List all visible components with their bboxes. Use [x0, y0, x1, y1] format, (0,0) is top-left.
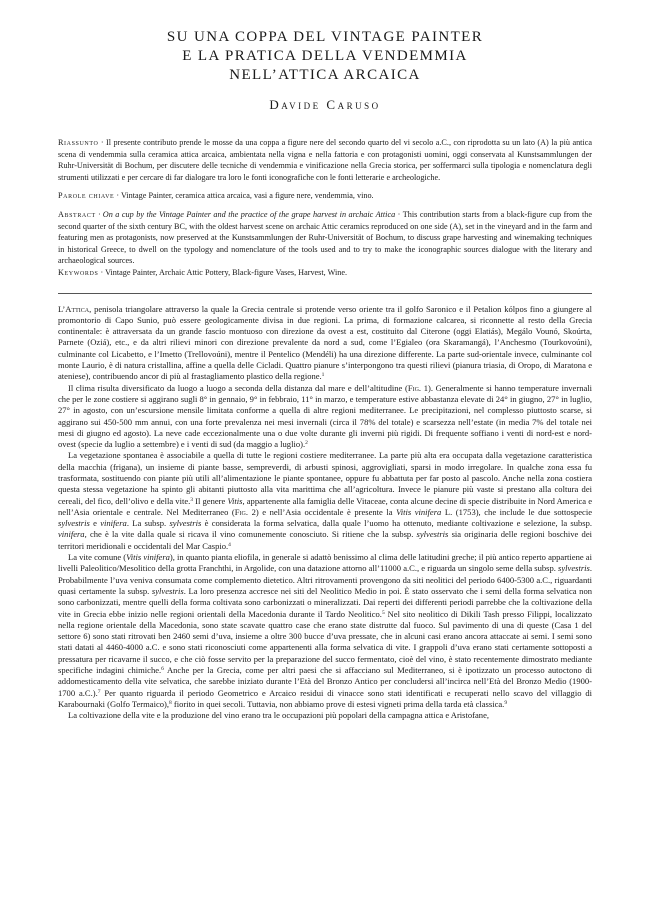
- parole-chiave-text: · Vintage Painter, ceramica attica arcaica, vasi a figure nere, vendemmia, vino.: [114, 191, 374, 201]
- riassunto-paragraph: [58, 137, 592, 183]
- abstract-title: · On a cup by the Vintage Painter and the practice of the grape harvest in archaic Attica: [95, 209, 396, 219]
- footnote-ref: 3: [190, 496, 193, 503]
- footnote-ref: 9: [504, 699, 508, 706]
- body-paragraph-5: La coltivazione della vite e la produzione del vino erano tra le occupazioni più popolari della campagna attica e Aristofane,: [68, 710, 489, 721]
- article-body: [58, 304, 592, 722]
- section-divider: [58, 293, 592, 294]
- figure-ref: Fig. 2: [234, 506, 256, 517]
- title-line-3: NELL’ATTICA ARCAICA: [229, 67, 421, 83]
- keywords-label: Keywords: [58, 267, 99, 277]
- title-line-1: SU UNA COPPA DEL VINTAGE PAINTER: [166, 29, 484, 45]
- abstract-text: · This contribution starts from a black-figure cup from the second quarter of the sixth century BC, with the oldest harvest scene on archaic Attic ceramics reproduced on one side (A), set in the vineyard and in the farm and featuring men as protagonists, now preserved at the Kunstsammlungen der Ruhr-Universität of Bochum, to discuss grape harvesting and winemaking techniques in historical Greece, to dwell on the typology and nomenclature of the tools used and to try to make the iconographic sources dialogue with the literary and archaeological sources.: [58, 209, 593, 266]
- footnote-ref: 5: [381, 609, 385, 616]
- body-paragraph-1: L’Attica, penisola triangolare attraverso la quale la Grecia centrale si protende verso oriente tra il golfo Saronico e il Petalion kólpos fino a giungere al promontorio di Capo Sunio, può essere geologicamente divisa in due regioni. La prima, di formazione calcarea, si riconnette al resto della Grecia continentale: è attraversata da un grande fascio montuoso con direzione da ovest a est, costituito dal Citerone (oggi Elatiás), Megálo Vounó, Skoúrta, Parnete (Oziá), etc., e da altri rilievi minori con direzione prevalente da nord a sud, come l’Egialeo (ora Skaramangá), l’Anchesmo (Tourkovoúni), culminante col Licabetto, e l’Imetto (Trellovoúni), mentre il Pentelico (Mendéli) ha una direzione differente. La parte sud-orientale invece, culminante col monte Laurio, è di natura cristallina, affine a quella delle Cicladi. Quattro pianure s’interpongono tra questi rilievi (pianura triasia, di Oropo, di Maratona e ateniese), contribuendo ancor di più al frastagliamento plastico della regione.$^1$: [58, 303, 592, 382]
- title-line-2: E LA PRATICA DELLA VENDEMMIA: [182, 48, 468, 64]
- abstract-paragraph: [58, 209, 592, 267]
- article-title: [58, 28, 592, 85]
- footnote-ref: 1: [321, 372, 325, 379]
- body-paragraph-4: La vite comune (Vitis vinifera), in quanto pianta eliofila, in generale si adattò benissimo al clima delle latitudini greche; il più antico reperto appartiene ai livelli Paleolitico/Mesolitico della grotta Franchthi, in Argolide, con una datazione attorno all’11000 a.C., e riguarda un singolo seme della subsp. sylvestris. Probabilmente l’uva veniva consumata come complemento dietetico. Altri ritrovamenti provengono da siti neolitici del periodo 6400-5300 a.C., riguardanti quasi certamente la subsp. sylvestris. La loro presenza accresce nei siti del Neolitico Medio in poi. È stato osservato che i semi della forma selvatica non sono carbonizzati, mentre quelli della forma coltivata sono carbonizzati o mineralizzati. Dai reperti dei differenti periodi parrebbe che la coltivazione della vite in Grecia ebbe inizio nelle regioni orientali della Macedonia durante il Tardo Neolitico.$^5$ Nel sito neolitico di Dikili Tash presso Filippi, localizzato nella regione orientale della Macedonia, sono state scavate quattro case che erano state distrutte dal fuoco. Sul pavimento di una di queste (Casa 1 del settore 6) sono stati ritrovati ben 2460 semi d’uva, insieme a oltre 300 bucce d’uva pressate, che in alcuni casi erano ancora attaccate ai semi. I semi sono stati datati al 4460-4000 a.C. e sono stati riconosciuti come appartenenti alla forma selvatica di vite. I grappoli d’uva erano stati certamente sottoposti a pressatura per ricavarne il succo, e che ciò fosse servito per la preparazione del succo fermentato, cioè del vino, è stato recentemente dimostrato mediante specifiche indagini chimiche.$^6$ Anche per la Grecia, come per altri paesi che si affacciano sul Mediterraneo, si è ipotizzato un processo autoctono di addomesticamento della vite selvatica, che sarebbe iniziato durante l’Età del Bronzo Antico per concludersi all’incirca nell’Età del Bronzo Medio (1900-1700 a.C.).$^7$ Per quanto riguarda il periodo Geometrico e Arcaico residui di vinacce sono stati identificati e recuperati nello scavo del villaggio di Karabournaki (Golfo Termaico),$^8$ fiorito in quei secoli. Tuttavia, non abbiamo prove di estesi vigneti prima della tarda età classica.$^9$: [58, 552, 593, 709]
- footnote-ref: 6: [161, 666, 164, 673]
- footnote-ref: 4: [228, 541, 231, 548]
- body-paragraph-3: La vegetazione spontanea è associabile a quella di tutte le regioni costiere mediterranee. La parte più alta era occupata dalla vegetazione caratteristica della macchia (frigana), un insieme di piante basse, sempreverdi, di arbusti spinosi, aggrovigliati, sparsi in modo irregolare. In qualche zona essa fu trasformata, sostituendo con piante più utili all’alimentazione le piante spontanee, oppure fu abbattuta per far posto al pascolo. Anche nella zona costiera questa stessa vegetazione ha spinto gli abitanti piuttosto alla vita marittima che all’agricoltura. Invece le pianure più vaste si prestano alla coltura dei cereali, del fico, dell’olivo e della vite.$^3$ Il genere Vitis, appartenente alla famiglia delle Vitaceae, conta alcune decine di specie distribuite in Nord America e nell’Asia orientale e centrale. Nel Mediterraneo (Fig. 2) e nell’Asia occidentale è presente la Vitis vinifera L. (1753), che include le due sottospecie sylvestris e vinifera. La subsp. sylvestris è considerata la forma selvatica, dalla quale l’uomo ha ottenuto, mediante coltivazione e selezione, la subsp. vinifera, che è la vite dalla quale si ricava il vino comunemente conosciuto. Si ritiene che la subsp. sylvestris sia originaria delle regioni boschive dei territori meridionali e occidentali del Mar Caspio.$^4$: [58, 450, 593, 551]
- footnote-ref: 8: [169, 699, 172, 706]
- article-page: [58, 0, 592, 722]
- keywords-text: · Vintage Painter, Archaic Attic Pottery, Black-figure Vases, Harvest, Wine.: [98, 267, 348, 277]
- parole-chiave-label: Parole chiave: [58, 191, 115, 201]
- body-paragraph-2: Il clima risulta diversificato da luogo a luogo a seconda della distanza dal mare e dell’altitudine (Fig. 1). Generalmente si hanno temperature invernali che per le zone costiere si aggirano sugli 8° in gennaio, 9° in febbraio, 11° in marzo, e temperature estive abbastanza elevate di 24° in giugno, 27° in luglio, 27° in agosto, con un’escursione mensile limitata conforme a quella di altre regioni mediterranee. Le precipitazioni, nel complesso piuttosto scarse, si aggirano sui 450-500 mm annui, con una forte prevalenza nei mesi invernali (circa il 78% del totale) e scarsezza nell’estate (in media 7% del totale nei mesi di giugno ed agosto). La neve cade eccezionalmente una o due volte durante gli inverni più rigidi. Di frequente soffiano i venti di nord-est e nord-ovest (specie da luglio a settembre) e i venti di sud (da maggio a luglio).$^2$: [58, 382, 593, 450]
- parole-chiave-paragraph: [58, 190, 592, 202]
- lead-word: L’Attica: [58, 303, 90, 314]
- riassunto-label: Riassunto: [58, 138, 99, 147]
- abstract-section: [58, 137, 592, 279]
- abstract-label: Abstract: [58, 209, 96, 219]
- author-name: Davide Caruso: [269, 97, 381, 112]
- figure-ref: Fig. 1: [407, 382, 428, 393]
- footnote-ref: 2: [305, 440, 308, 447]
- footnote-ref: 7: [97, 688, 101, 695]
- keywords-paragraph: [58, 267, 592, 279]
- riassunto-text: · Il presente contributo prende le mosse da una coppa a figure nere del secondo quarto del vi secolo a.C., con riprodotta su un lato (A) la più antica scena di vendemmia sulla ceramica attica arcaica, ambientata nella vigna e nella fattoria e con protagonisti uomini, oggi conservata al Kunstsammlungen der Ruhr-Universität di Bochum, per discutere delle tecniche di vendemmia e vinificazione nella Grecia storica, per soffermarci sulla tipologia e nomenclatura degli strumenti utilizzati e per cercare di far dialogare tra loro le fonti iconografiche con le fonti letterarie e archeologiche.: [58, 138, 592, 182]
